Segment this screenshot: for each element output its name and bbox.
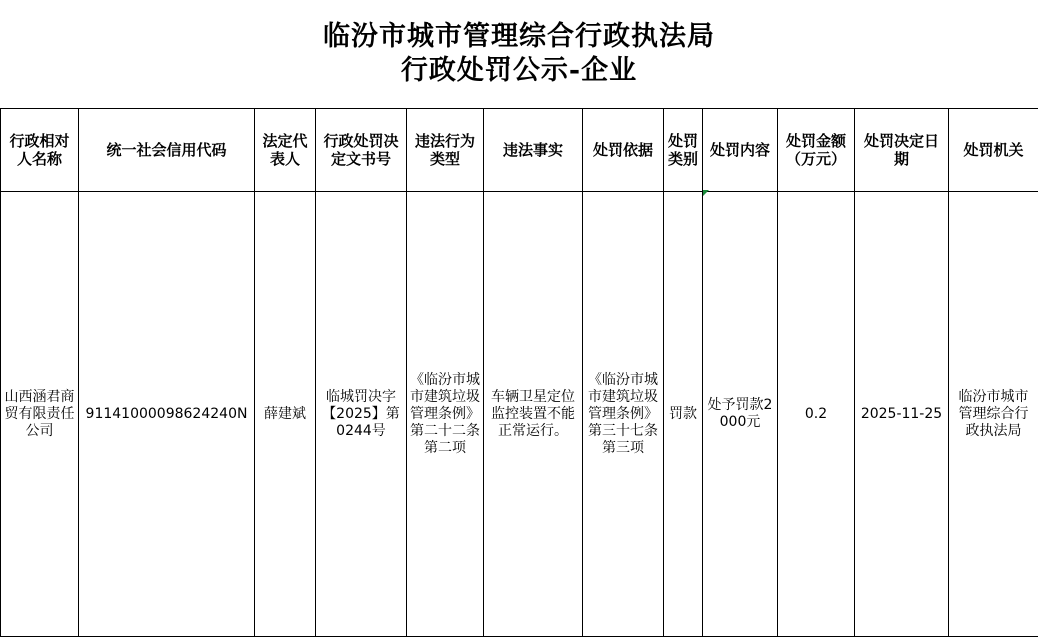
penalty-table bbox=[0, 108, 1038, 637]
header-cell-credit-code: 统一社会信用代码 bbox=[79, 109, 255, 192]
cell-penalty-amount: 0.2 bbox=[778, 192, 855, 637]
cell-credit-code: 91141000098624240N bbox=[79, 192, 255, 637]
cell-violation-type: 《临汾市城市建筑垃圾管理条例》第二十二条第二项 bbox=[407, 192, 484, 637]
header-cell-violation-type: 违法行为类型 bbox=[407, 109, 484, 192]
cell-party-name: 山西涵君商贸有限责任公司 bbox=[1, 192, 79, 637]
header-row bbox=[1, 109, 1038, 192]
publicity-title: 行政处罚公示-企业 bbox=[401, 54, 637, 88]
cell-penalty-category: 罚款 bbox=[664, 192, 703, 637]
table-row bbox=[1, 192, 1038, 637]
cell-penalty-basis: 《临汾市城市建筑垃圾管理条例》第三十七条第三项 bbox=[583, 192, 664, 637]
header-cell-penalty-basis: 处罚依据 bbox=[583, 109, 664, 192]
header-cell-penalty-amount: 处罚金额（万元） bbox=[778, 109, 855, 192]
cell-legal-rep: 薛建斌 bbox=[255, 192, 316, 637]
agency-title: 临汾市城市管理综合行政执法局 bbox=[323, 20, 715, 54]
header-cell-party-name: 行政相对人名称 bbox=[1, 109, 79, 192]
title-block bbox=[0, 0, 1038, 109]
cell-comment-marker-icon bbox=[703, 190, 709, 196]
header-cell-decision-date: 处罚决定日期 bbox=[855, 109, 949, 192]
header-cell-violation-facts: 违法事实 bbox=[484, 109, 583, 192]
header-cell-penalty-authority: 处罚机关 bbox=[949, 109, 1038, 192]
cell-violation-facts: 车辆卫星定位监控装置不能正常运行。 bbox=[484, 192, 583, 637]
cell-decision-no: 临城罚决字【2025】第0244号 bbox=[316, 192, 407, 637]
header-cell-decision-no: 行政处罚决定文书号 bbox=[316, 109, 407, 192]
cell-penalty-content: 处予罚款2000元 bbox=[703, 192, 778, 637]
cell-penalty-authority: 临汾市城市管理综合行政执法局 bbox=[949, 192, 1038, 637]
header-cell-penalty-category: 处罚类别 bbox=[664, 109, 703, 192]
cell-decision-date: 2025-11-25 bbox=[855, 192, 949, 637]
header-cell-legal-rep: 法定代表人 bbox=[255, 109, 316, 192]
header-cell-penalty-content: 处罚内容 bbox=[703, 109, 778, 192]
